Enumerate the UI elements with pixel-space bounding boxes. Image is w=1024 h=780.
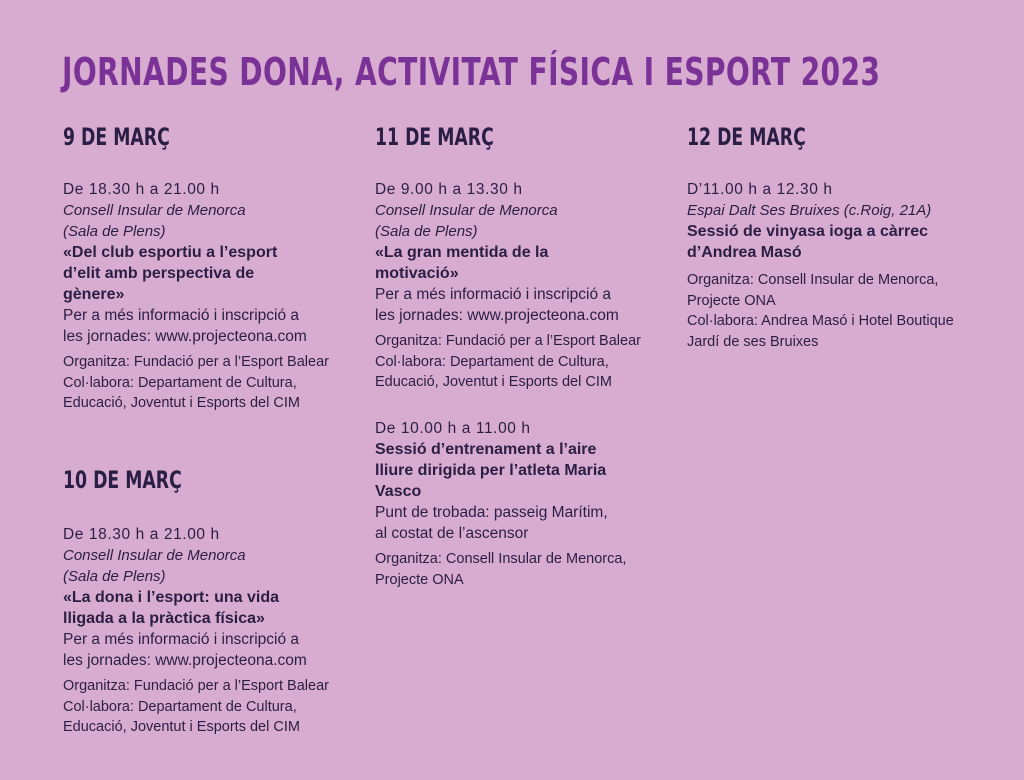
event [687,179,977,352]
event-info: Per a més informació i inscripció a [63,631,300,648]
event-time: De 9.00 h a 13.30 h [375,181,523,198]
organizer-line: Projecte ONA [687,292,776,309]
event-place: (Sala de Plens) [375,223,478,240]
event-title: lliure dirigida per l’atleta Maria [375,462,607,479]
event-title: d’elit amb perspectiva de [63,265,255,282]
event-time: De 18.30 h a 21.00 h [63,526,220,543]
event-info: les jornades: www.projecteona.com [63,328,307,345]
event-place: Consell Insular de Menorca [375,202,558,219]
organizer-line: Organitza: Consell Insular de Menorca, [375,551,627,567]
event-title: lligada a la pràctica física» [63,610,265,627]
event-title: «La gran mentida de la [375,244,549,261]
organizer-line: Col·labora: Andrea Masó i Hotel Boutique [687,313,954,329]
event-place: Consell Insular de Menorca [63,547,246,564]
organizer-line: Educació, Joventut i Esports del CIM [63,395,300,411]
organizer-line: Educació, Joventut i Esports del CIM [375,374,612,390]
event-title: Vasco [375,483,422,500]
event-organizers [375,549,665,590]
organizer-line: Educació, Joventut i Esports del CIM [63,719,300,735]
event-info: Per a més informació i inscripció a [63,307,300,324]
event-title: gènere» [63,286,125,303]
event-place: Espai Dalt Ses Bruixes (c.Roig, 21A) [687,202,932,219]
event-title: «La dona i l’esport: una vida [63,589,280,606]
event-place: Consell Insular de Menorca [63,202,246,219]
organizer-line: Organitza: Fundació per a l’Esport Balear [375,333,641,349]
organizer-line: Col·labora: Departament de Cultura, [375,353,609,370]
event-time: De 10.00 h a 11.00 h [375,420,531,437]
event-title: motivació» [375,265,459,282]
organizer-line: Jardí de ses Bruixes [687,333,819,350]
event-time: De 18.30 h a 21.00 h [63,181,220,198]
organizer-line: Organitza: Fundació per a l’Esport Balear [63,678,329,694]
event-organizers [687,270,977,352]
page-title: JORNADES DONA, ACTIVITAT FÍSICA I ESPORT 2023 [62,50,881,94]
day-heading: 12 DE MARÇ [687,123,806,151]
event-place: (Sala de Plens) [63,223,166,240]
event-info: Per a més informació i inscripció a [375,286,612,303]
event-organizers [375,331,665,393]
day-heading: 11 DE MARÇ [375,123,494,151]
organizer-line: Organitza: Fundació per a l’Esport Balear [63,354,329,370]
event-info: les jornades: www.projecteona.com [375,307,619,324]
day-heading: 10 DE MARÇ [63,466,182,494]
event-title: d’Andrea Masó [687,244,802,261]
event-title: «Del club esportiu a l’esport [63,244,278,261]
event-organizers [63,352,353,414]
organizer-line: Organitza: Consell Insular de Menorca, [687,272,939,288]
event [375,418,665,590]
day-heading: 9 DE MARÇ [63,123,170,151]
event [63,179,353,414]
event-place: (Sala de Plens) [63,568,166,585]
event-info: al costat de l’ascensor [375,525,529,542]
event-title: Sessió de vinyasa ioga a càrrec [687,223,929,240]
event [63,524,353,738]
event-time: D’11.00 h a 12.30 h [687,181,833,198]
event-info: Punt de trobada: passeig Marítim, [375,504,608,521]
organizer-line: Col·labora: Departament de Cultura, [63,698,297,715]
event [375,179,665,393]
event-title: Sessió d’entrenament a l’aire [375,441,597,458]
organizer-line: Projecte ONA [375,571,464,588]
organizer-line: Col·labora: Departament de Cultura, [63,374,297,391]
event-organizers [63,676,353,738]
event-info: les jornades: www.projecteona.com [63,652,307,669]
